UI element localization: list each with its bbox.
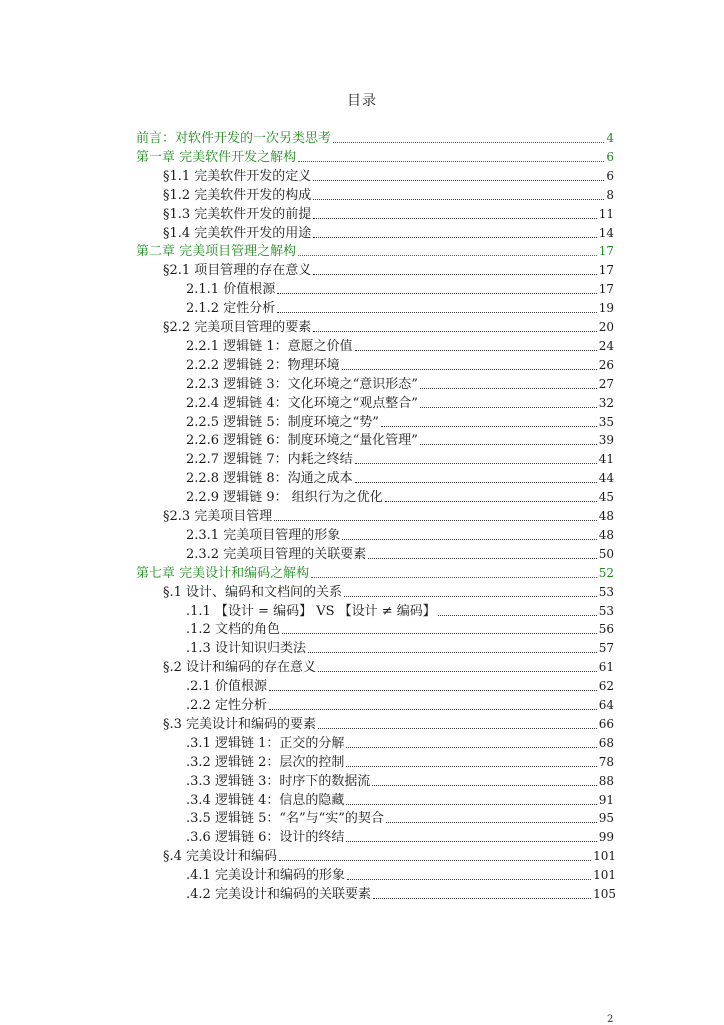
- toc-entry[interactable]: [186, 808, 614, 827]
- toc-entry-label: .1.2 文档的角色: [186, 622, 280, 638]
- toc-entry[interactable]: [186, 695, 614, 714]
- toc-entry-page: 50: [598, 546, 614, 561]
- dot-leader: [342, 368, 597, 370]
- toc-entry-label: 前言：对软件开发的一次另类思考: [136, 131, 332, 146]
- toc-entry-label: .3.3 逻辑链 3：时序下的数据流: [186, 773, 371, 789]
- toc-entry-label: 2.3.2 完美项目管理的关联要素: [186, 546, 367, 562]
- toc-entry-page: 44: [598, 471, 614, 486]
- dot-leader: [438, 614, 597, 616]
- toc-entry-page: 20: [598, 320, 614, 334]
- toc-entry-label: .2.2 定性分析: [186, 698, 267, 713]
- toc-entry-label: 2.2.4 逻辑链 4：文化环境之“观点整合”: [186, 395, 418, 411]
- toc-entry-page: 68: [598, 735, 614, 750]
- toc-entry-page: 88: [598, 773, 614, 788]
- toc-entry[interactable]: [136, 147, 614, 166]
- dot-leader: [346, 840, 596, 842]
- toc-entry-label: 2.1.1 价值根源: [186, 282, 276, 298]
- toc-entry[interactable]: [163, 714, 614, 733]
- toc-entry-label: 2.2.3 逻辑链 3：文化环境之“意识形态”: [186, 376, 418, 392]
- toc-entry-label: 2.2.5 逻辑链 5：制度环境之“势”: [186, 414, 379, 430]
- toc-entry-page: 19: [598, 301, 614, 316]
- toc-entry-label: 2.2.7 逻辑链 7：内耗之终结: [186, 452, 353, 468]
- dot-leader: [420, 443, 597, 445]
- toc-entry[interactable]: [163, 223, 614, 242]
- toc-entry-label: 第二章 完美项目管理之解构: [136, 244, 297, 260]
- dot-leader: [282, 632, 597, 634]
- dot-leader: [420, 406, 597, 408]
- toc-entry[interactable]: [186, 790, 614, 809]
- toc-entry-label: 2.1.2 定性分析: [186, 301, 276, 317]
- dot-leader: [313, 236, 596, 238]
- toc-entry[interactable]: [186, 374, 614, 393]
- toc-entry[interactable]: [186, 393, 614, 412]
- toc-entry[interactable]: [186, 884, 616, 903]
- toc-entry[interactable]: [163, 185, 614, 204]
- page-number: 2: [607, 1014, 614, 1025]
- toc-entry-label: §1.2 完美软件开发的构成: [163, 187, 312, 203]
- toc-entry-page: 95: [598, 811, 614, 826]
- dot-leader: [333, 141, 604, 143]
- toc-entry-label: 2.2.6 逻辑链 6：制度环境之“量化管理”: [186, 433, 418, 449]
- toc-entry-page: 57: [598, 641, 614, 656]
- toc-entry-label: §1.4 完美软件开发的用途: [163, 225, 312, 241]
- dot-leader: [355, 462, 597, 464]
- toc-entry-page: 53: [598, 584, 614, 599]
- toc-entry[interactable]: [186, 827, 614, 846]
- toc-entry-label: §.2 设计和编码的存在意义: [163, 660, 317, 676]
- toc-entry[interactable]: [186, 449, 614, 468]
- toc-entry-page: 17: [598, 282, 614, 297]
- dot-leader: [368, 557, 597, 559]
- toc-entry[interactable]: [136, 241, 614, 260]
- toc-entry[interactable]: [186, 619, 614, 638]
- dot-leader: [344, 595, 597, 597]
- toc-entry-page: 101: [593, 849, 616, 864]
- toc-entry-label: .4.1 完美设计和编码的形象: [186, 868, 345, 884]
- toc-title: 目录: [347, 93, 377, 109]
- toc-entry-label: .3.2 逻辑链 2：层次的控制: [186, 754, 345, 770]
- dot-leader: [346, 765, 596, 767]
- toc-entry-page: 56: [598, 622, 614, 637]
- toc-entry-page: 52: [598, 565, 614, 580]
- toc-entry-label: 2.3.1 完美项目管理的形象: [186, 527, 341, 543]
- toc-entry[interactable]: [163, 166, 614, 185]
- toc-entry-page: 61: [598, 660, 614, 675]
- toc-entry-page: 26: [598, 357, 614, 372]
- toc-entry[interactable]: [186, 487, 614, 506]
- toc-entry-label: 2.2.8 逻辑链 8：沟通之成本: [186, 471, 353, 487]
- toc-entry-label: 2.2.1 逻辑链 1：意愿之价值: [186, 338, 353, 354]
- toc-entry-page: 14: [598, 225, 614, 240]
- toc-entry-page: 78: [598, 754, 614, 769]
- toc-entry-page: 8: [606, 187, 614, 202]
- dot-leader: [313, 217, 596, 219]
- toc-entry-page: 11: [598, 206, 614, 221]
- toc-entry[interactable]: [186, 468, 614, 487]
- dot-leader: [420, 387, 597, 389]
- toc-entry[interactable]: [186, 733, 614, 752]
- toc-entry-label: .3.5 逻辑链 5：“名”与“实”的契合: [186, 811, 384, 827]
- toc-entry-label: §2.2 完美项目管理的要素: [163, 320, 312, 335]
- toc-entry[interactable]: [186, 865, 616, 884]
- dot-leader: [298, 254, 597, 256]
- toc-entry[interactable]: [163, 317, 614, 336]
- toc-entry-label: §.4 完美设计和编码: [163, 849, 278, 865]
- toc-entry[interactable]: [186, 771, 614, 790]
- toc-entry[interactable]: [163, 846, 616, 865]
- toc-entry-label: §2.3 完美项目管理: [163, 509, 273, 524]
- toc-entry-page: 24: [598, 338, 614, 353]
- toc-entry-page: 6: [606, 149, 614, 164]
- toc-entry-page: 64: [598, 698, 614, 712]
- toc-entry[interactable]: [163, 582, 614, 601]
- toc-entry[interactable]: [163, 260, 614, 279]
- toc-entry-page: 6: [606, 168, 614, 183]
- toc-entry-page: 48: [598, 527, 614, 542]
- toc-entry[interactable]: [163, 506, 614, 525]
- toc-entry[interactable]: [163, 657, 614, 676]
- toc-entry-label: 2.2.9 逻辑链 9： 组织行为之优化: [186, 490, 383, 506]
- toc-entry[interactable]: [186, 601, 614, 620]
- toc-entry-page: 66: [598, 716, 614, 731]
- toc-entry-page: 62: [598, 679, 614, 694]
- dot-leader: [311, 576, 597, 578]
- toc-entry-page: 32: [598, 395, 614, 410]
- dot-leader: [313, 330, 596, 332]
- toc-entry[interactable]: [186, 298, 614, 317]
- toc-entry[interactable]: [186, 430, 614, 449]
- dot-leader: [385, 500, 597, 502]
- toc-entry[interactable]: [186, 638, 614, 657]
- toc-entry-page: 53: [598, 603, 614, 618]
- dot-leader: [313, 179, 604, 181]
- toc-entry-label: §1.1 完美软件开发的定义: [163, 168, 312, 184]
- dot-leader: [355, 481, 597, 483]
- toc-entry-label: .3.4 逻辑链 4：信息的隐藏: [186, 792, 345, 808]
- toc-entry[interactable]: [186, 355, 614, 374]
- toc-entry-page: 48: [598, 509, 614, 523]
- dot-leader: [386, 821, 597, 823]
- toc-entry-label: 第一章 完美软件开发之解构: [136, 149, 297, 165]
- toc-entry-page: 39: [598, 433, 614, 448]
- toc-entry-label: .2.1 价值根源: [186, 679, 267, 695]
- toc-entry[interactable]: [186, 544, 614, 563]
- toc-entry[interactable]: [186, 525, 614, 544]
- toc-entry-label: §.1 设计、编码和文档间的关系: [163, 584, 343, 600]
- dot-leader: [277, 292, 597, 294]
- toc-entry-page: 105: [593, 887, 616, 901]
- toc-entry-page: 41: [598, 452, 614, 467]
- toc-entry-label: §.3 完美设计和编码的要素: [163, 716, 317, 732]
- dot-leader: [342, 538, 597, 540]
- toc-entry-label: 第七章 完美设计和编码之解构: [136, 565, 310, 581]
- dot-leader: [277, 311, 597, 313]
- dot-leader: [308, 651, 597, 653]
- dot-leader: [274, 519, 596, 521]
- toc-entry-page: 91: [598, 792, 614, 807]
- toc-entry-label: 2.2.2 逻辑链 2：物理环境: [186, 357, 340, 373]
- dot-leader: [346, 746, 596, 748]
- toc-entry[interactable]: [186, 676, 614, 695]
- toc-entry[interactable]: [136, 128, 614, 147]
- toc-entry-label: .3.1 逻辑链 1：正交的分解: [186, 735, 345, 751]
- dot-leader: [347, 878, 591, 880]
- dot-leader: [279, 859, 591, 861]
- toc-entry-page: 101: [593, 868, 616, 883]
- toc-entry-label: §1.3 完美软件开发的前提: [163, 206, 312, 222]
- dot-leader: [298, 160, 604, 162]
- toc-entry-label: §2.1 项目管理的存在意义: [163, 263, 312, 279]
- dot-leader: [313, 198, 604, 200]
- toc-entry-page: 4: [606, 131, 614, 145]
- dot-leader: [372, 784, 596, 786]
- toc-entry-page: 27: [598, 376, 614, 391]
- toc-entry-label: .3.6 逻辑链 6：设计的终结: [186, 830, 345, 846]
- dot-leader: [313, 273, 596, 275]
- toc-entry[interactable]: [136, 563, 614, 582]
- dot-leader: [269, 708, 597, 710]
- toc-entry-label: .1.1 【设计 = 编码】 VS 【设计 ≠ 编码】: [186, 603, 436, 619]
- toc-entry-page: 45: [598, 490, 614, 505]
- dot-leader: [381, 425, 597, 427]
- toc-entry-label: .1.3 设计知识归类法: [186, 641, 306, 657]
- dot-leader: [346, 803, 596, 805]
- dot-leader: [269, 689, 597, 691]
- toc-entry[interactable]: [186, 336, 614, 355]
- toc-entry[interactable]: [186, 412, 614, 431]
- toc-entry-page: 99: [598, 830, 614, 845]
- toc-entry-page: 17: [598, 263, 614, 278]
- toc-entry-page: 17: [598, 244, 614, 259]
- dot-leader: [355, 349, 597, 351]
- toc-entry[interactable]: [186, 279, 614, 298]
- toc-entry[interactable]: [186, 752, 614, 771]
- toc-entry-page: 35: [598, 414, 614, 429]
- toc-entry[interactable]: [163, 204, 614, 223]
- toc-entry-label: .4.2 完美设计和编码的关联要素: [186, 887, 371, 902]
- dot-leader: [318, 670, 597, 672]
- dot-leader: [318, 727, 597, 729]
- dot-leader: [373, 897, 591, 899]
